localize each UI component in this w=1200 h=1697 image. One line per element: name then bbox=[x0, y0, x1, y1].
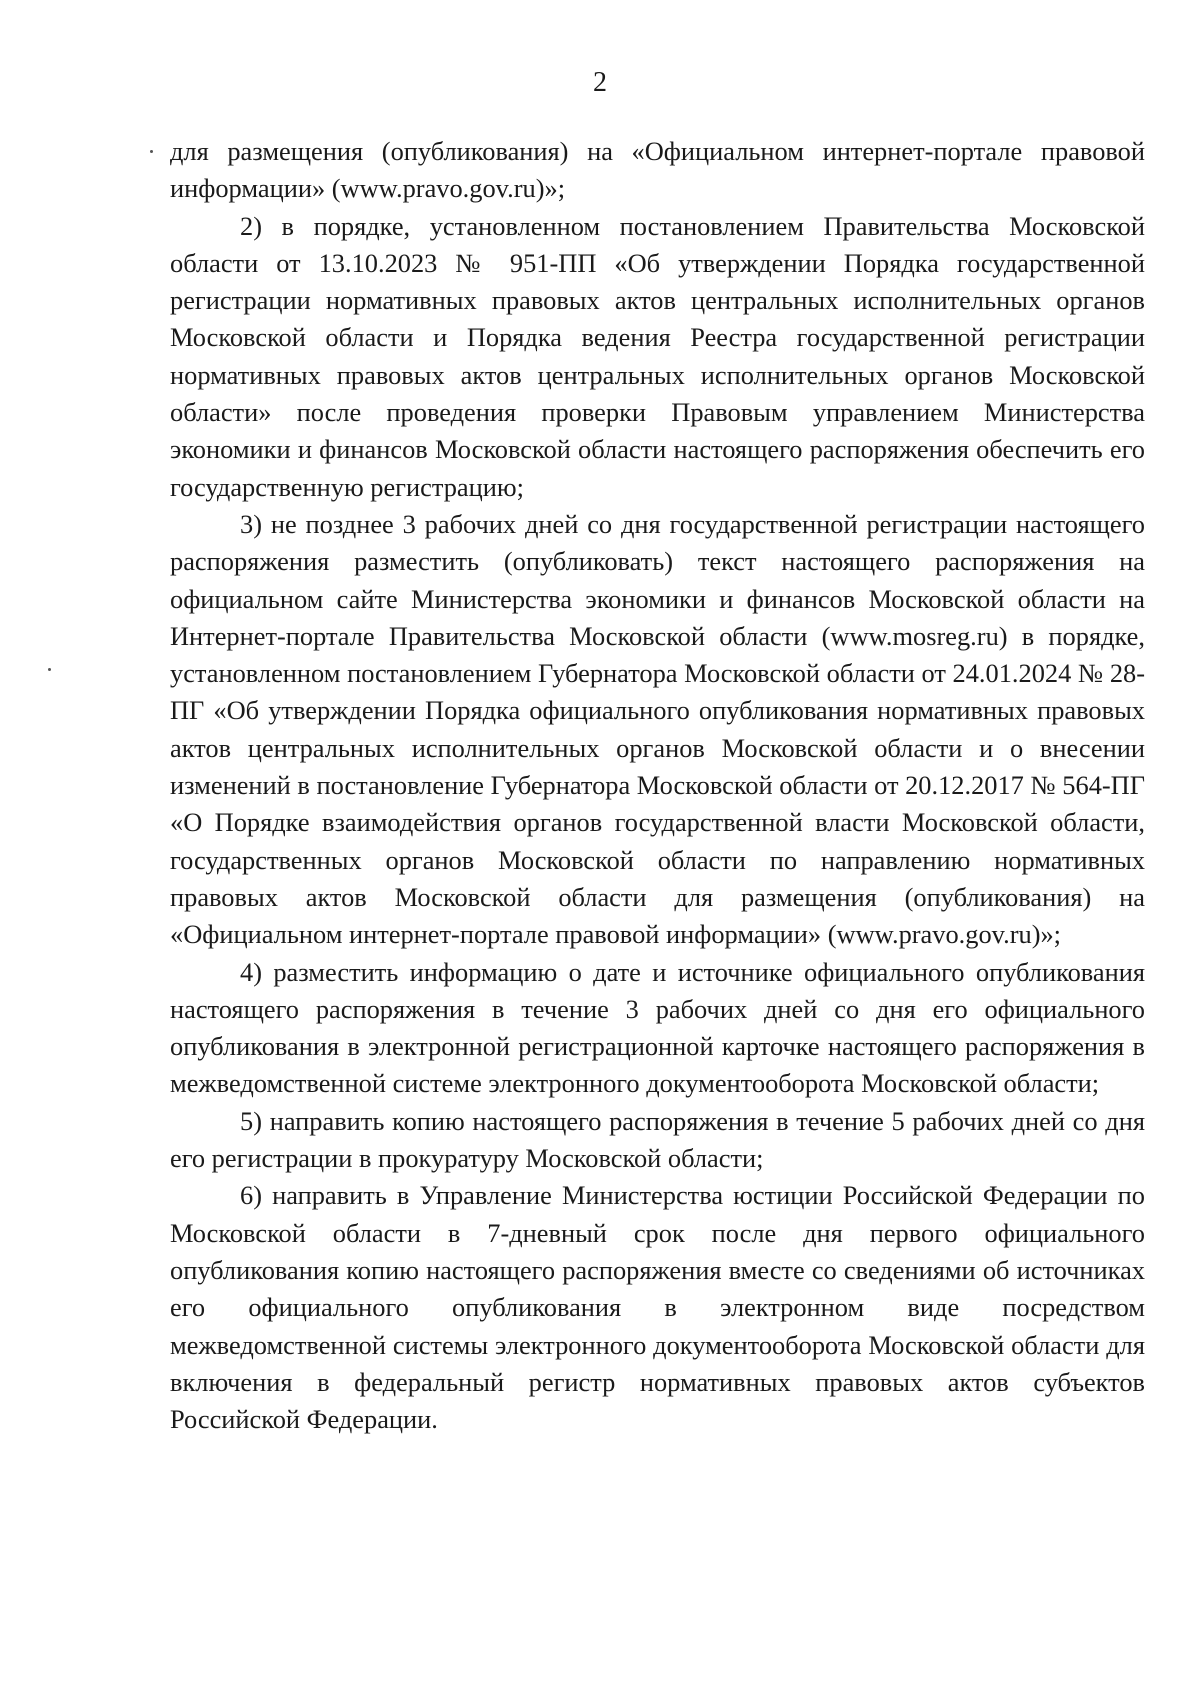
document-body bbox=[170, 133, 1145, 1438]
page-number: 2 bbox=[593, 67, 607, 98]
paragraph-item-4: 4) разместить информацию о дате и источнике официального опубликования настоящего распоряжения в течение 3 рабочих дней со дня его официального опубликования в электронной регистрационной карточке настоящего распоряжения в межведомственной системе электронного документооборота Московской области; bbox=[170, 956, 1145, 1099]
paragraph-item-5: 5) направить копию настоящего распоряжения в течение 5 рабочих дней со дня его регистрации в прокуратуру Московской области; bbox=[170, 1105, 1145, 1174]
scan-speck bbox=[150, 150, 153, 153]
paragraph-item-2: 2) в порядке, установленном постановлением Правительства Московской области от 13.10.2023 № 951-ПП «Об утверждении Порядка государственной регистрации нормативных правовых актов центральных исполнительных органов Московской области и Порядка ведения Реестра государственной регистрации нормативных правовых актов центральных исполнительных органов Московской области» после проведения проверки Правовым управлением Министерства экономики и финансов Московской области настоящего распоряжения обеспечить его государственную регистрацию; bbox=[170, 210, 1145, 502]
paragraph-continuation: для размещения (опубликования) на «Официальном интернет-портале правовой информации» (www.pravo.gov.ru)»; bbox=[170, 136, 1145, 204]
scan-speck bbox=[48, 668, 51, 671]
paragraph-item-6: 6) направить в Управление Министерства юстиции Российской Федерации по Московской области в 7-дневный срок после дня первого официального опубликования копию настоящего распоряжения вместе со сведениями об источниках его официального опубликования в электронном виде посредством межведомственной системы электронного документооборота Московской области для включения в федеральный регистр нормативных правовых актов субъектов Российской Федерации. bbox=[170, 1180, 1145, 1435]
paragraph-item-3: 3) не позднее 3 рабочих дней со дня государственной регистрации настоящего распоряжения разместить (опубликовать) текст настоящего распоряжения на официальном сайте Министерства экономики и финансов Московской области на Интернет-портале Правительства Московской области (www.mosreg.ru) в порядке, установленном постановлением Губернатора Московской области от 24.01.2024 № 28-ПГ «Об утверждении Порядка официального опубликования нормативных правовых актов центральных исполнительных органов Московской области и о внесении изменений в постановление Губернатора Московской области от 20.12.2017 № 564-ПГ «О Порядке взаимодействия органов государственной власти Московской области, государственных органов Московской области по направлению нормативных правовых актов Московской области для размещения (опубликования) на «Официальном интернет-портале правовой информации» (www.pravo.gov.ru)»; bbox=[170, 508, 1145, 950]
